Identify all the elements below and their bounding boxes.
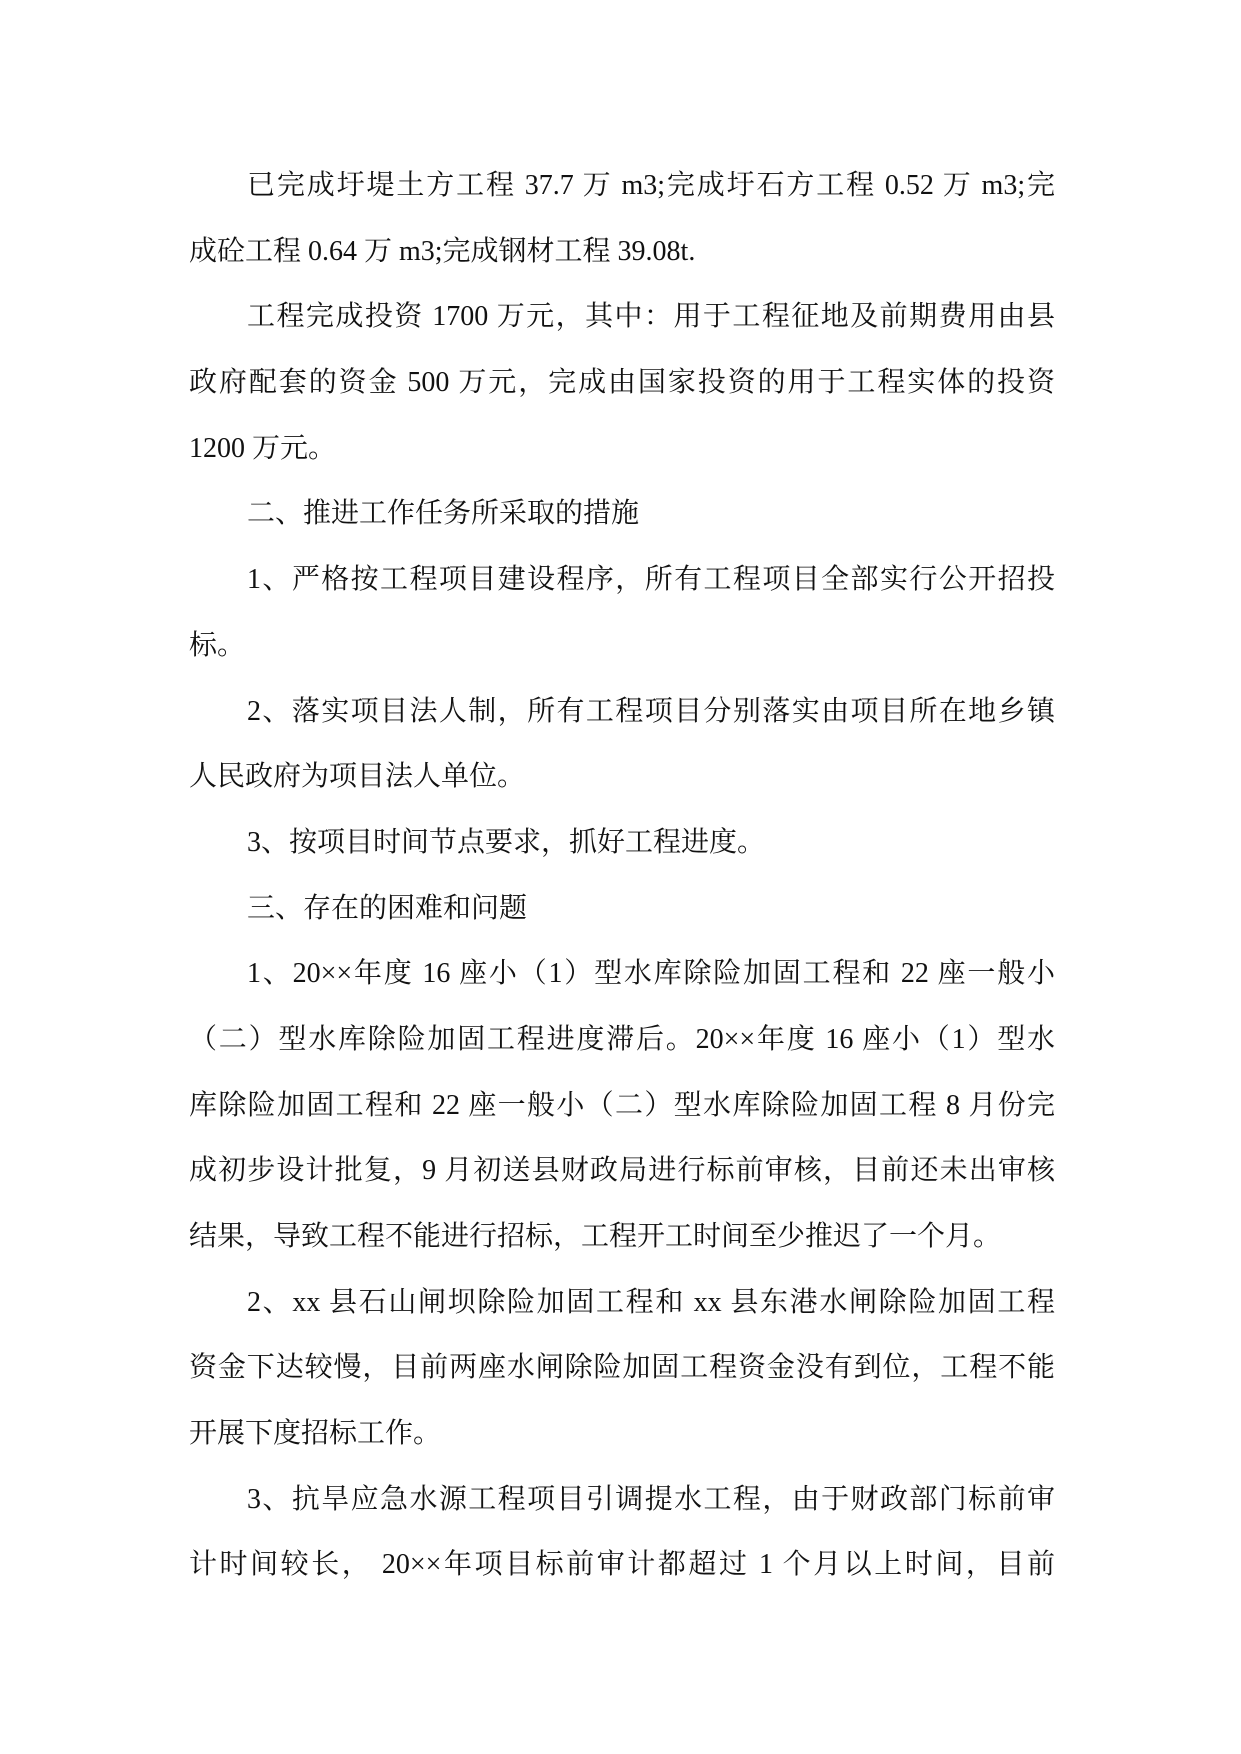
text-line: 资金下达较慢，目前两座水闸除险加固工程资金没有到位，工程不能 — [189, 1352, 1055, 1384]
text-line: 成砼工程 0.64 万 m3;完成钢材工程 39.08t. — [189, 235, 696, 267]
paragraph-measure-2 — [189, 679, 1055, 810]
text-line: 政府配套的资金 500 万元，完成由国家投资的用于工程实体的投资 — [189, 367, 1055, 399]
paragraph-problem-1 — [189, 941, 1055, 1269]
text-line: 开展下度招标工作。 — [189, 1418, 442, 1450]
text-line: 库除险加固工程和 22 座一般小（二）型水库除险加固工程 8 月份完 — [189, 1089, 1055, 1121]
text-line: 结果，导致工程不能进行招标，工程开工时间至少推迟了一个月。 — [189, 1221, 1002, 1252]
paragraph-measure-1 — [189, 547, 1055, 678]
text-line: 计时间较长， 20××年项目标前审计都超过 1 个月以上时间，目前 — [189, 1549, 1055, 1581]
paragraph-problem-2 — [189, 1270, 1055, 1467]
paragraph-problem-3 — [189, 1467, 1055, 1598]
text-line: 2、xx 县石山闸坝除险加固工程和 xx 县东港水闸除险加固工程 — [247, 1286, 1055, 1318]
text-line: 1、严格按工程项目建设程序，所有工程项目全部实行公开招投 — [247, 564, 1055, 596]
text-line: 2、落实项目法人制，所有工程项目分别落实由项目所在地乡镇 — [247, 695, 1055, 727]
paragraph-investment — [189, 284, 1055, 481]
text-line: 工程完成投资 1700 万元，其中：用于工程征地及前期费用由县 — [247, 301, 1055, 333]
section-heading-measures — [189, 481, 1055, 547]
paragraph-measure-3 — [189, 810, 1055, 876]
text-line: 1、20××年度 16 座小（1）型水库除险加固工程和 22 座一般小 — [247, 958, 1055, 990]
document-body — [189, 153, 1055, 1598]
text-line: 成初步设计批复，9 月初送县财政局进行标前审核，目前还未出审核 — [189, 1155, 1055, 1187]
section-heading-problems — [189, 876, 1055, 942]
text-line: 标。 — [189, 629, 246, 661]
text-line: 已完成圩堤土方工程 37.7 万 m3;完成圩石方工程 0.52 万 m3;完 — [247, 170, 1055, 201]
section-heading: 三、存在的困难和问题 — [247, 892, 528, 924]
text-line: 3、按项目时间节点要求，抓好工程进度。 — [247, 826, 766, 858]
text-line: （二）型水库除险加固工程进度滞后。20××年度 16 座小（1）型水 — [189, 1023, 1055, 1055]
section-heading: 二、推进工作任务所采取的措施 — [247, 498, 640, 530]
text-line: 3、抗旱应急水源工程项目引调提水工程，由于财政部门标前审 — [247, 1483, 1055, 1515]
text-line: 1200 万元。 — [189, 432, 337, 464]
text-line: 人民政府为项目法人单位。 — [189, 761, 526, 793]
paragraph-completed-works — [189, 153, 1055, 284]
